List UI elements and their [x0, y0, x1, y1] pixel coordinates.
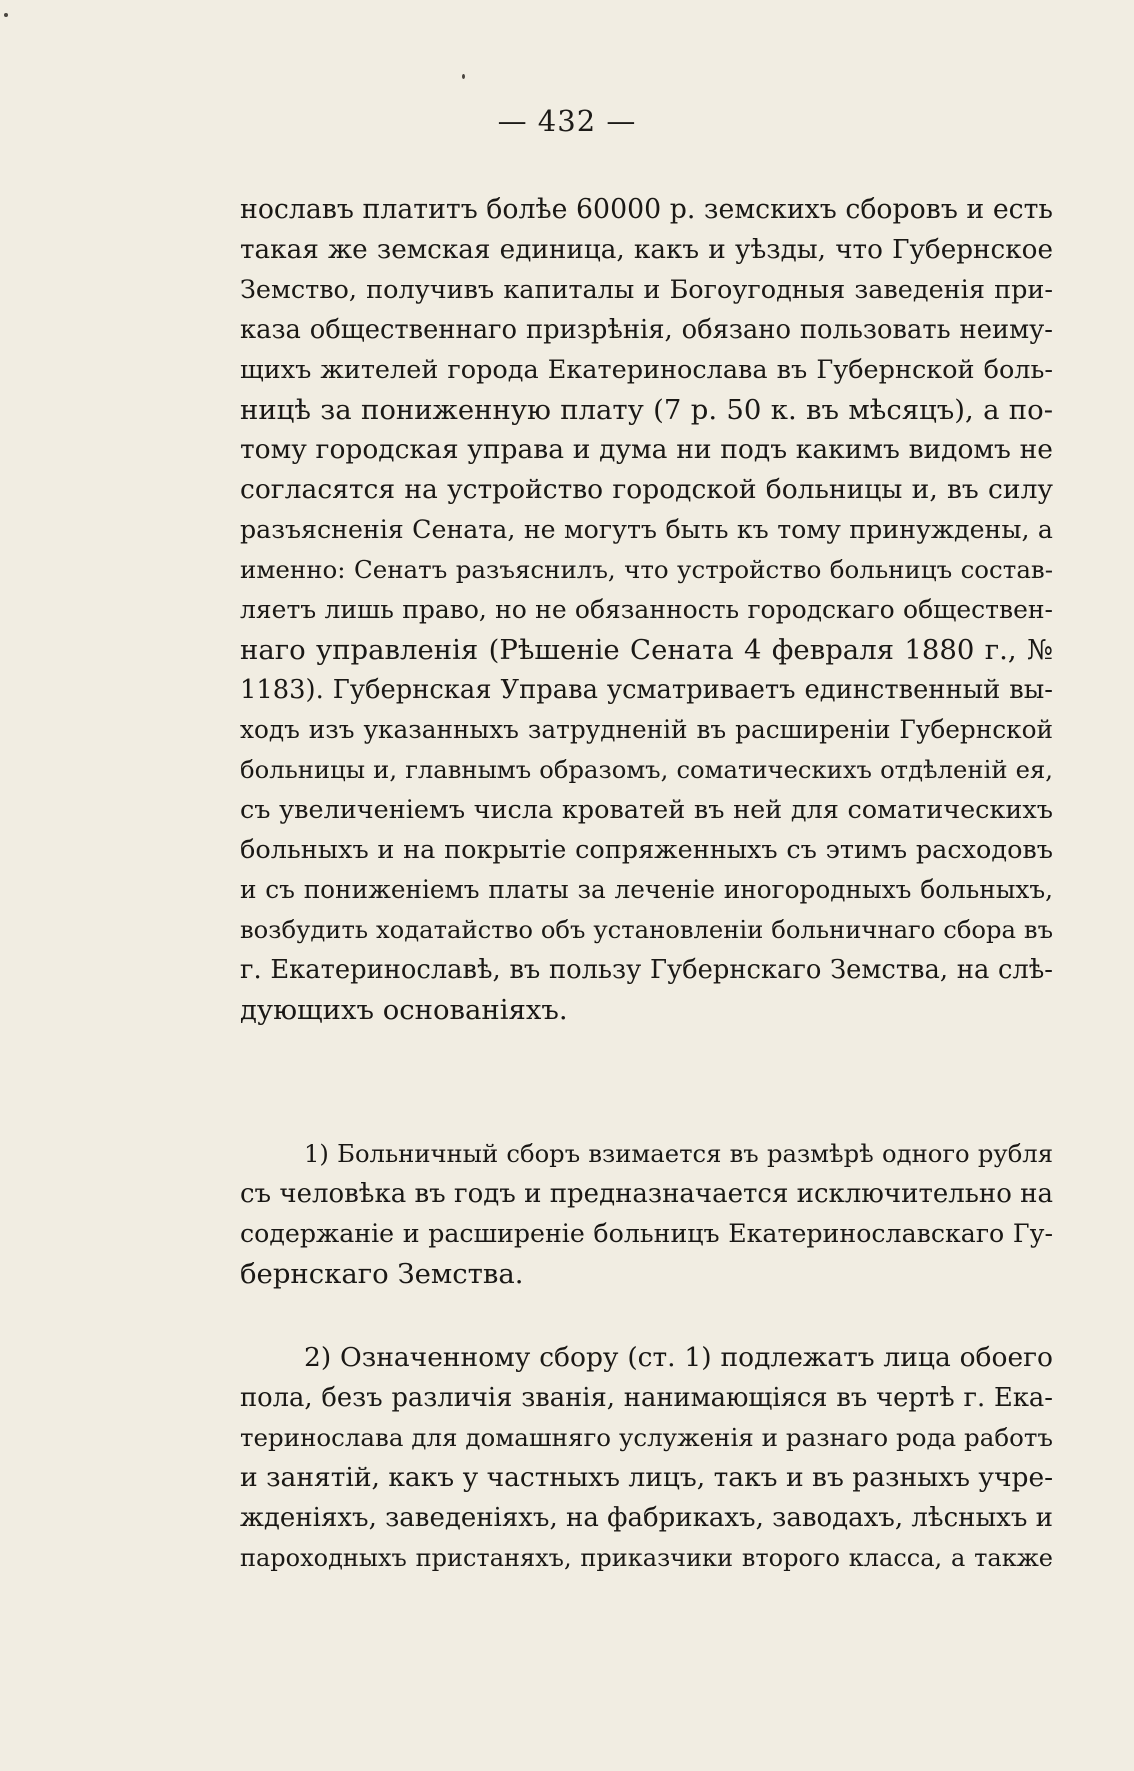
text-line: больницы и, главнымъ образомъ, соматическихъ отдѣленій ея,: [240, 755, 1053, 784]
text-line: Земство, получивъ капиталы и Богоугодныя заведенія при-: [240, 275, 1053, 305]
print-speck: [4, 13, 8, 17]
text-line: содержаніе и расширеніе больницъ Екатеринославскаго Гу-: [240, 1219, 1053, 1248]
text-line: больныхъ и на покрытіе сопряженныхъ съ этимъ расходовъ: [240, 835, 1053, 865]
text-line: каза общественнаго призрѣнія, обязано пользовать неиму-: [240, 315, 1053, 345]
text-line: пола, безъ различія званія, нанимающіяся въ чертѣ г. Ека-: [240, 1383, 1053, 1413]
text-line: согласятся на устройство городской больницы и, въ силу: [240, 474, 1053, 505]
paragraph-3: [240, 1338, 1053, 1578]
text-line: съ человѣка въ годъ и предназначается исключительно на: [240, 1179, 1053, 1209]
text-line: 1) Больничный сборъ взимается въ размѣрѣ одного рубля: [304, 1139, 1053, 1168]
text-line: наго управленія (Рѣшеніе Сената 4 февраля 1880 г., №: [240, 634, 1053, 666]
paragraph-2: [240, 1134, 1053, 1294]
text-line: дующихъ основаніяхъ.: [240, 994, 568, 1026]
text-line: нославъ платитъ болѣе 60000 р. земскихъ сборовъ и есть: [240, 194, 1053, 225]
text-line: и занятій, какъ у частныхъ лицъ, такъ и въ разныхъ учре-: [240, 1462, 1054, 1493]
text-line: именно: Сенатъ разъяснилъ, что устройство больницъ состав-: [240, 555, 1053, 584]
text-line: и съ пониженіемъ платы за леченіе иногородныхъ больныхъ,: [240, 875, 1053, 904]
text-line: ляетъ лишь право, но не обязанность городскаго обществен-: [240, 595, 1053, 624]
text-line: ницѣ за пониженную плату (7 р. 50 к. въ мѣсяцъ), а по-: [240, 394, 1053, 426]
text-line: пароходныхъ пристаняхъ, приказчики второго класса, а также: [240, 1544, 1053, 1572]
text-line: ходъ изъ указанныхъ затрудненій въ расширеніи Губернской: [240, 715, 1053, 744]
text-line: бернскаго Земства.: [240, 1258, 524, 1290]
text-line: 1183). Губернская Управа усматриваетъ единственный вы-: [240, 675, 1053, 705]
text-line: теринослава для домашняго услуженія и разнаго рода работъ: [240, 1423, 1053, 1452]
text-line: возбудить ходатайство объ установленіи больничнаго сбора въ: [240, 915, 1053, 944]
text-line: щихъ жителей города Екатеринослава въ Губернской боль-: [240, 355, 1053, 385]
text-line: съ увеличеніемъ числа кроватей въ ней для соматическихъ: [240, 795, 1053, 825]
page-number: — 432 —: [497, 104, 637, 138]
text-line: такая же земская единица, какъ и уѣзды, что Губернское: [240, 235, 1053, 265]
text-line: г. Екатеринославѣ, въ пользу Губернскаго Земства, на слѣ-: [240, 955, 1053, 985]
text-line: жденіяхъ, заведеніяхъ, на фабрикахъ, заводахъ, лѣсныхъ и: [240, 1503, 1053, 1533]
print-speck: [462, 74, 465, 79]
paragraph-1: [240, 190, 1053, 1030]
text-line: 2) Означенному сбору (ст. 1) подлежатъ лица обоего: [304, 1342, 1053, 1373]
text-line: разъясненія Сената, не могутъ быть къ тому принуждены, а: [240, 515, 1053, 544]
text-line: тому городская управа и дума ни подъ какимъ видомъ не: [240, 434, 1053, 465]
